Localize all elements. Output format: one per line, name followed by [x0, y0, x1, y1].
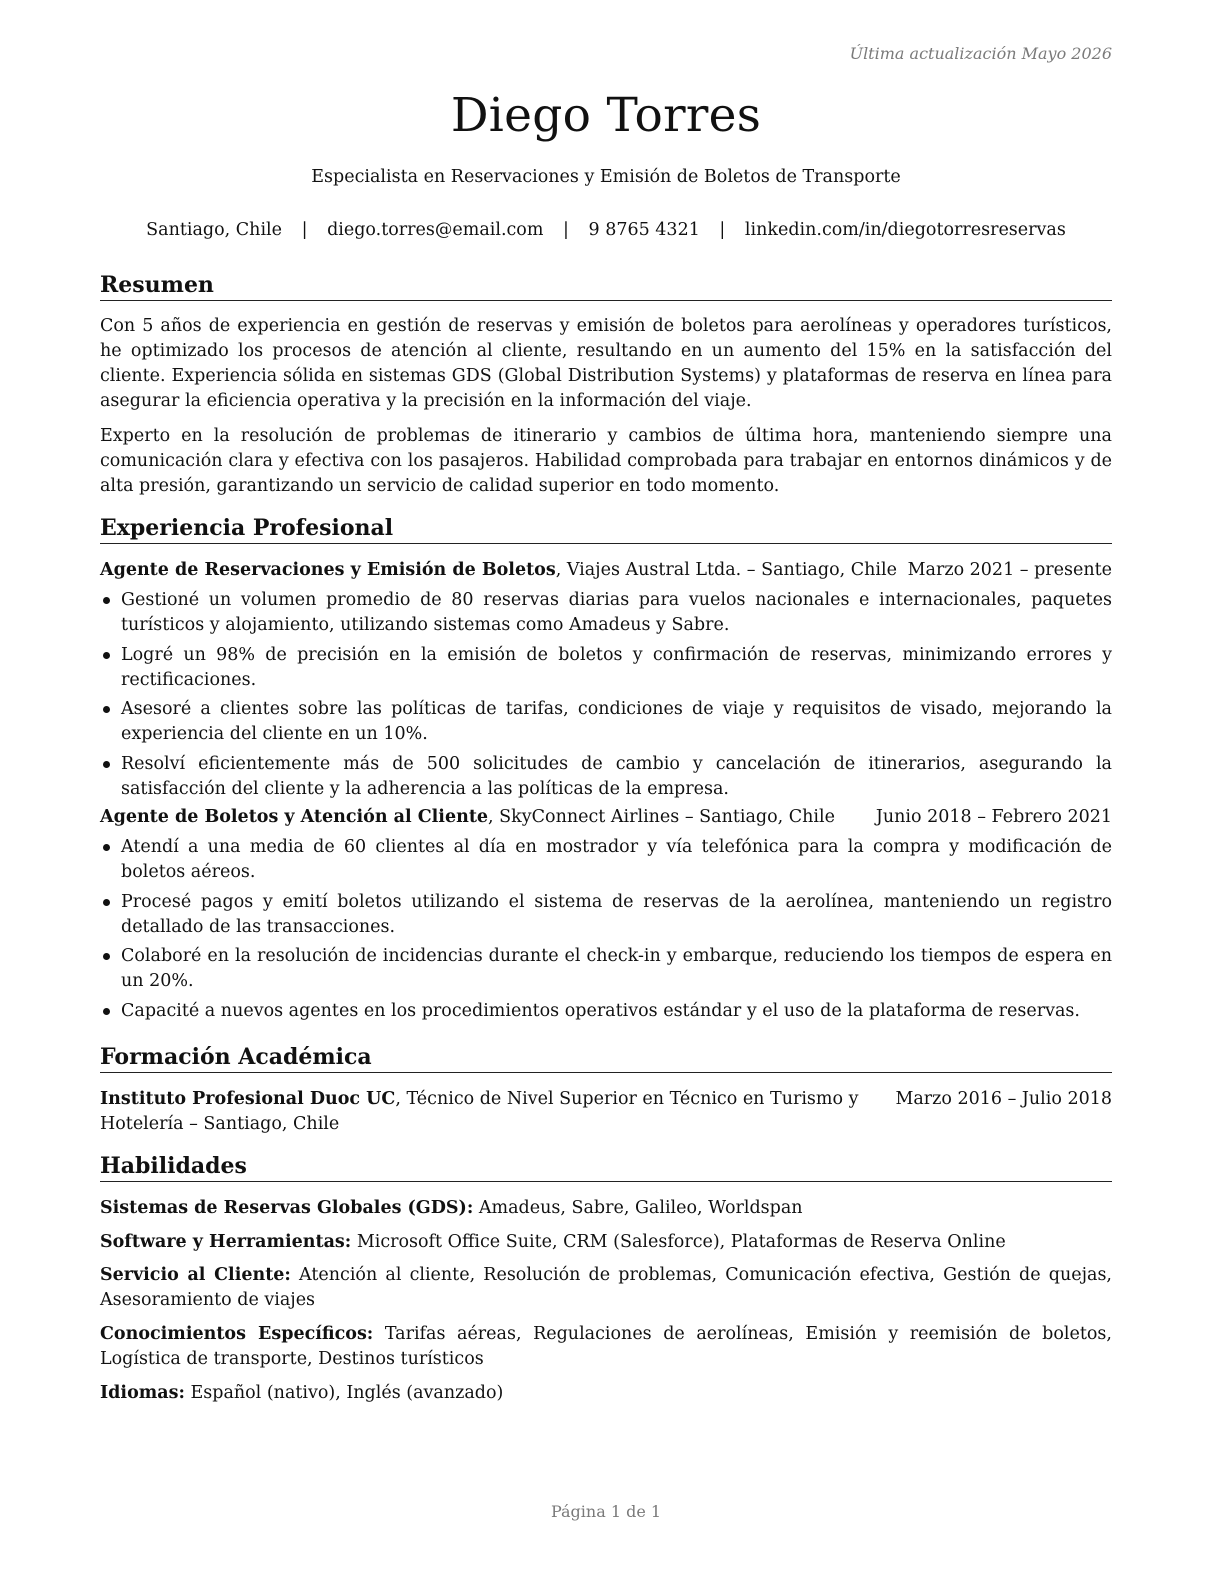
section-title-skills: Habilidades [100, 1153, 1112, 1182]
skill-value: Microsoft Office Suite, CRM (Salesforce), Plataformas de Reserva Online [351, 1232, 1006, 1252]
section-title-experience: Experiencia Profesional [100, 515, 1112, 544]
job-dates: Junio 2018 – Febrero 2021 [875, 807, 1112, 827]
skill-row [100, 1230, 1112, 1255]
contact-email[interactable]: diego.torres@email.com [327, 220, 544, 240]
candidate-name: Diego Torres [450, 88, 762, 143]
job-role: Agente de Reservaciones y Emisión de Boletos [100, 560, 556, 580]
skill-value: Amadeus, Sabre, Galileo, Worldspan [473, 1198, 803, 1218]
contact-phone: 9 8765 4321 [588, 220, 700, 240]
skill-row [100, 1263, 1112, 1313]
list-item: Logré un 98% de precisión en la emisión de boletos y confirmación de reservas, minimizando errores y rectificaciones. [100, 643, 1112, 693]
education-institution: Instituto Profesional Duoc UC [100, 1089, 396, 1109]
skill-label: Conocimientos Específicos: [100, 1324, 374, 1344]
list-item: Gestioné un volumen promedio de 80 reservas diarias para vuelos nacionales e internacionales, paquetes turísticos y alojamiento, utilizando sistemas como Amadeus y Sabre. [100, 588, 1112, 638]
contact-linkedin[interactable]: linkedin.com/in/diegotorresreservas [744, 220, 1066, 240]
page-number: Página 1 de 1 [550, 1502, 662, 1521]
skill-row [100, 1322, 1112, 1372]
list-item: Capacité a nuevos agentes en los procedimientos operativos estándar y el uso de la plataforma de reservas. [100, 999, 1112, 1024]
job-header [100, 558, 1112, 583]
list-item: Asesoré a clientes sobre las políticas de tarifas, condiciones de viaje y requisitos de visado, mejorando la experiencia del cliente en un 10%. [100, 697, 1112, 747]
job-bullets [100, 835, 1112, 1028]
contact-separator: | [719, 220, 726, 240]
skill-value: Atención al cliente, Resolución de problemas, Comunicación efectiva, Gestión de quejas, Asesoramiento de viajes [100, 1265, 1112, 1310]
skill-row [100, 1196, 1112, 1221]
skill-label: Idiomas: [100, 1383, 185, 1403]
contact-separator: | [301, 220, 308, 240]
contact-location: Santiago, Chile [146, 220, 283, 240]
contact-separator: | [563, 220, 569, 240]
job-header [100, 805, 1112, 830]
job-role: Agente de Boletos y Atención al Cliente [100, 807, 489, 827]
skill-label: Sistemas de Reservas Globales (GDS): [100, 1198, 474, 1218]
skill-row [100, 1381, 1112, 1406]
skill-label: Servicio al Cliente: [100, 1265, 291, 1285]
skill-value: Español (nativo), Inglés (avanzado) [184, 1383, 504, 1403]
list-item: Procesé pagos y emití boletos utilizando el sistema de reservas de la aerolínea, manteniendo un registro detallado de las transacciones. [100, 890, 1112, 940]
list-item: Atendí a una media de 60 clientes al día en mostrador y vía telefónica para la compra y modificación de boletos aéreos. [100, 835, 1112, 885]
summary-paragraph: Con 5 años de experiencia en gestión de reservas y emisión de boletos para aerolíneas y operadores turísticos, he optimizado los procesos de atención al cliente, resultando en un aumento del 15% en la satisfacción del cliente. Experiencia sólida en sistemas GDS (Global Distribution Systems) y plataformas de reserva en línea para asegurar la eficiencia operativa y la precisión en la información del viaje. [100, 316, 1112, 411]
skill-label: Software y Herramientas: [100, 1232, 352, 1252]
list-item: Colaboré en la resolución de incidencias durante el check-in y embarque, reduciendo los tiempos de espera en un 20%. [100, 944, 1112, 994]
list-item: Resolví eficientemente más de 500 solicitudes de cambio y cancelación de itinerarios, asegurando la satisfacción del cliente y la adherencia a las políticas de la empresa. [100, 752, 1112, 802]
education-dates: Marzo 2016 – Julio 2018 [895, 1089, 1112, 1109]
section-title-education: Formación Académica [100, 1044, 1112, 1073]
skill-value: Tarifas aéreas, Regulaciones de aerolíneas, Emisión y reemisión de boletos, Logística de transporte, Destinos turísticos [100, 1324, 1112, 1369]
section-title-summary: Resumen [100, 272, 1112, 301]
summary-paragraph: Experto en la resolución de problemas de itinerario y cambios de última hora, manteniendo siempre una comunicación clara y efectiva con los pasajeros. Habilidad comprobada para trabajar en entornos dinámicos y de alta presión, garantizando un servicio de calidad superior en todo momento. [100, 426, 1112, 496]
contact-line [100, 220, 1112, 240]
education-entry [100, 1087, 890, 1137]
job-company: , Viajes Austral Ltda. – Santiago, Chile [555, 560, 897, 580]
job-dates: Marzo 2021 – presente [907, 560, 1112, 580]
job-bullets [100, 588, 1112, 806]
education-detail: , Técnico de Nivel Superior en Técnico en Turismo y Hotelería – Santiago, Chile [100, 1089, 859, 1134]
candidate-subtitle: Especialista en Reservaciones y Emisión de Boletos de Transporte [311, 167, 901, 187]
resume-page [100, 0, 1112, 1584]
last-updated: Última actualización Mayo 2026 [849, 44, 1112, 63]
job-company: , SkyConnect Airlines – Santiago, Chile [488, 807, 835, 827]
